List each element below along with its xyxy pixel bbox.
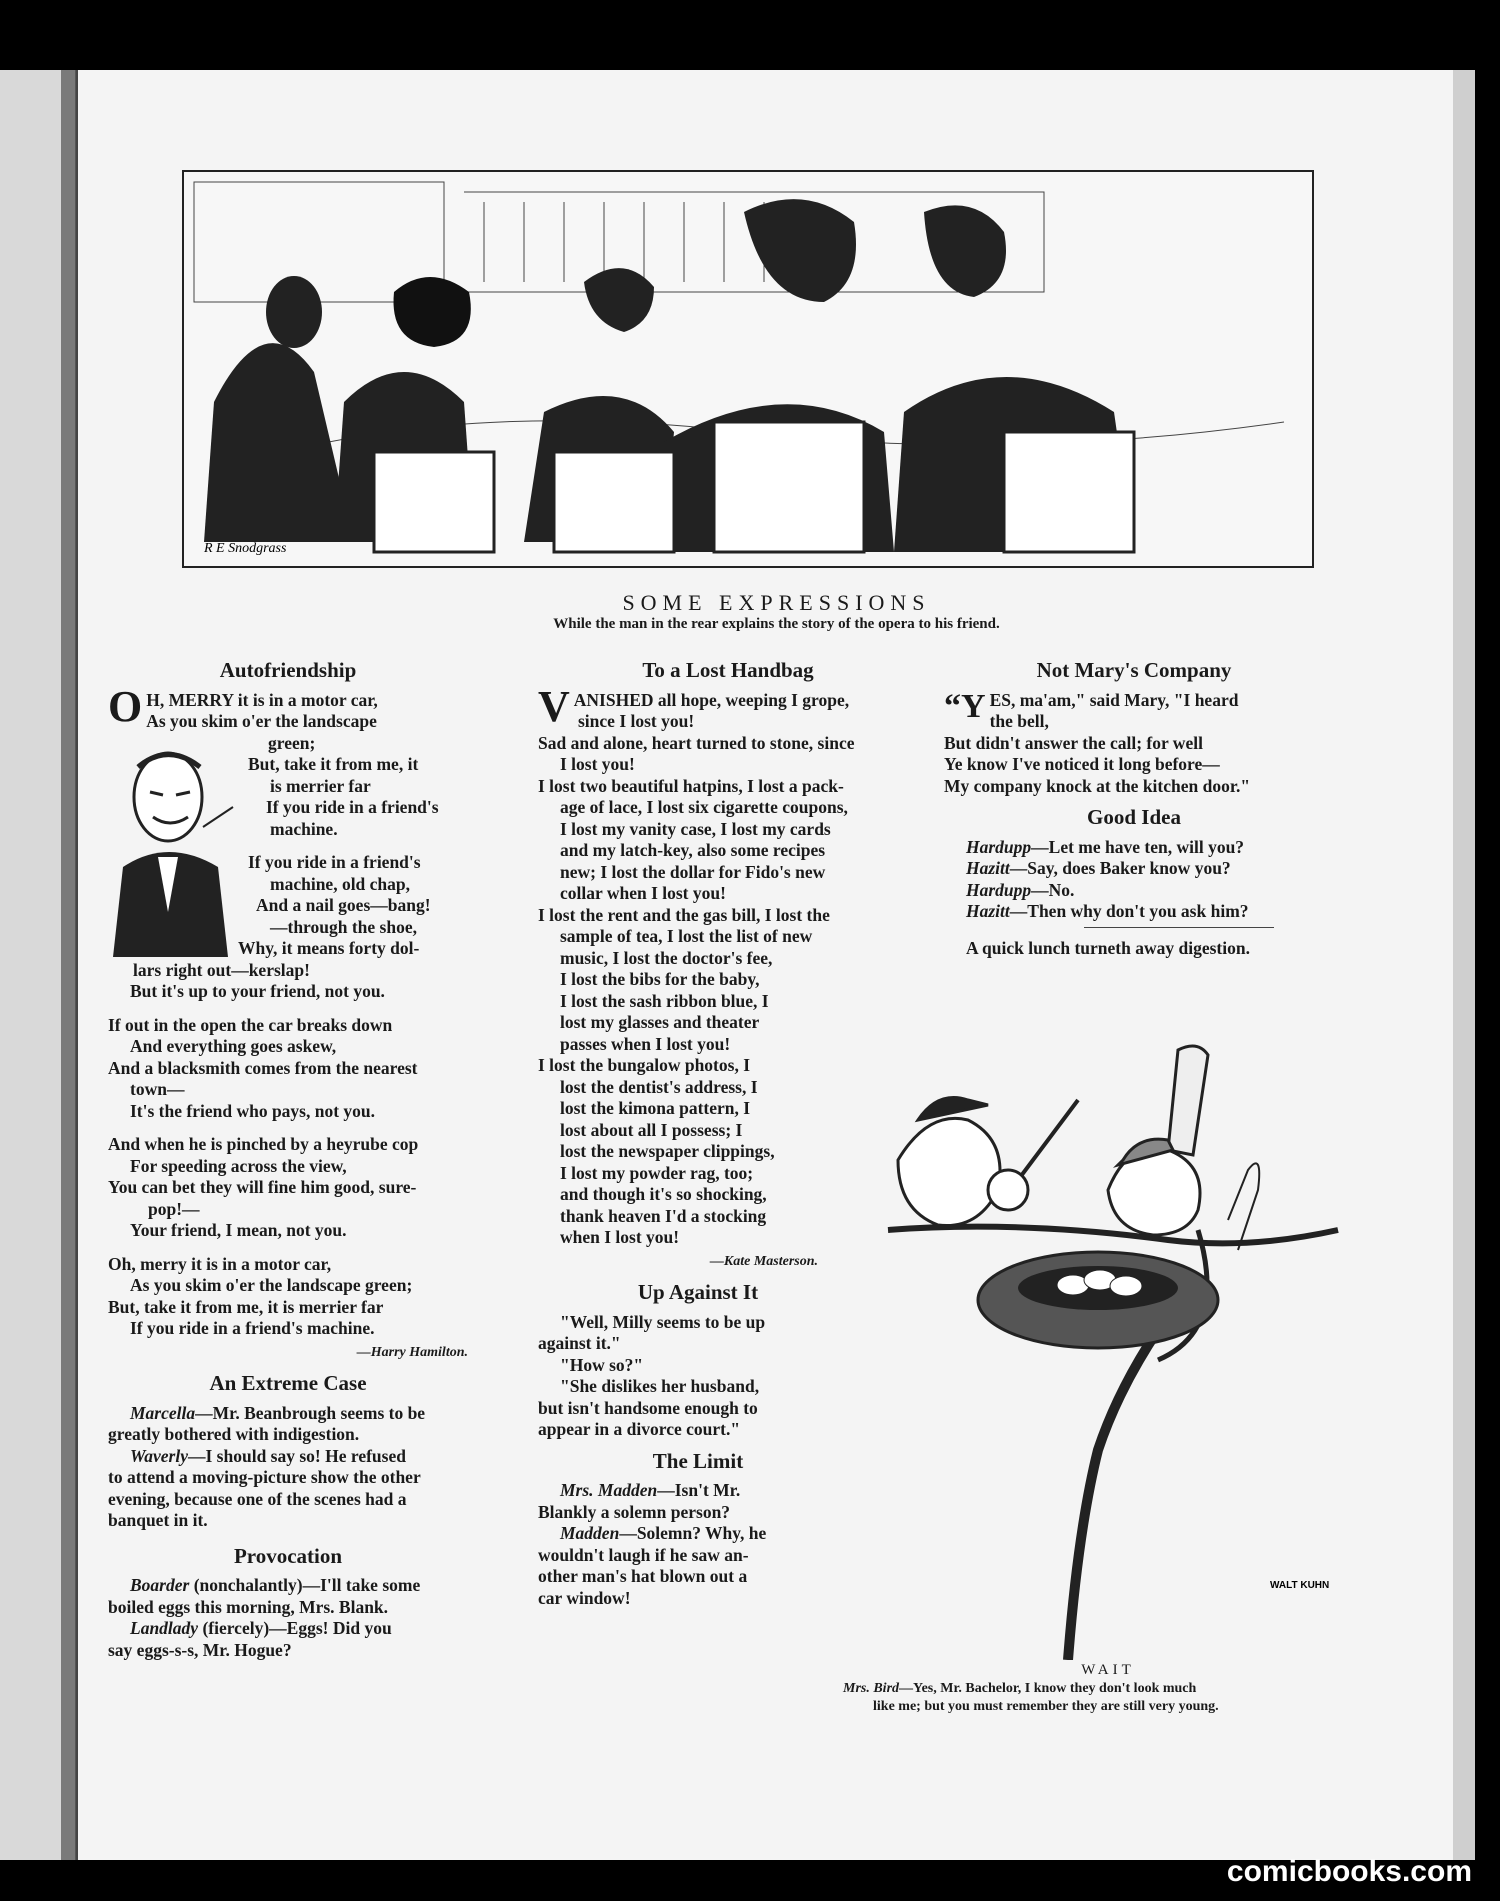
dialog-line: (nonchalantly)—I'll take some — [189, 1575, 421, 1595]
poem-line: lost about all I possess; I — [560, 1119, 743, 1140]
dialog-line: greatly bothered with indigestion. — [108, 1424, 360, 1444]
poem-line: lost the kimona pattern, I — [560, 1098, 751, 1118]
not-marys-company-poem — [944, 687, 1324, 798]
illustration-caption: While the man in the rear explains the story of the opera to his friend. — [553, 616, 1000, 632]
poem-line: is merrier far — [270, 775, 371, 796]
poem-line: If you ride in a friend's machine. — [130, 1318, 375, 1338]
poem-line: since I lost you! — [578, 711, 695, 731]
poem-line: But didn't answer the call; for well — [944, 732, 1203, 753]
poem-line: lost my glasses and theater — [560, 1012, 760, 1032]
speaker-name: Mrs. Bird — [843, 1681, 900, 1696]
poem-line: I lost the bibs for the baby, — [560, 969, 760, 989]
autofriendship-poem — [108, 681, 468, 1340]
poem-line: Your friend, I mean, not you. — [130, 1220, 347, 1240]
speaker-name: Landlady — [130, 1618, 199, 1638]
poem-line: But, take it from me, it — [248, 754, 419, 774]
lost-handbag-title: To a Lost Handbag — [642, 658, 814, 682]
poem-line: Oh, merry it is in a motor car, — [108, 1253, 332, 1274]
poem-line: If you ride in a friend's — [248, 852, 421, 872]
poem-line: I lost the sash ribbon blue, I — [560, 990, 769, 1011]
good-idea-text — [944, 837, 1324, 923]
dialog-line: —Solemn? Why, he — [619, 1523, 767, 1543]
mary-dropcap: “Y — [944, 687, 986, 725]
writer-caricature-drawing — [108, 737, 238, 967]
speaker-name: Boarder — [130, 1575, 190, 1595]
dialog-line: to attend a moving-picture show the other — [108, 1467, 421, 1487]
dialog-line: —Then why don't you ask him? — [1009, 901, 1249, 921]
lost-handbag-poem — [538, 681, 918, 1249]
dialog-line: "Well, Milly seems to be up — [560, 1311, 766, 1332]
dialog-line: evening, because one of the scenes had a — [108, 1488, 407, 1509]
poem-line: And everything goes askew, — [130, 1036, 337, 1056]
dialog-line: (fiercely)—Eggs! Did you — [198, 1618, 392, 1638]
autofriendship-title: Autofriendship — [219, 658, 357, 682]
dialog-line: "How so?" — [560, 1354, 644, 1375]
poem-line: machine, old chap, — [270, 873, 411, 894]
poem-line: I lost two beautiful hatpins, I lost a pack- — [538, 775, 844, 796]
poem-line: My company knock at the kitchen door." — [944, 775, 1251, 796]
dialog-line: —No. — [1031, 879, 1075, 900]
poem-line: ANISHED all hope, weeping I grope, — [573, 689, 850, 710]
column-3 — [944, 660, 1324, 959]
speaker-name: Hardupp — [966, 879, 1032, 900]
caption-line: —Yes, Mr. Bachelor, I know they don't look much — [899, 1681, 1197, 1696]
caption-line: like me; but you must remember they are still very young. — [873, 1699, 1219, 1714]
bird-title: WAIT — [1081, 1662, 1135, 1678]
the-limit-title: The Limit — [652, 1448, 744, 1473]
dialog-line: —I should say so! He refused — [188, 1445, 406, 1466]
poem-line: sample of tea, I lost the list of new — [560, 926, 813, 946]
dialog-line: banquet in it. — [108, 1510, 208, 1530]
illustration-signature: R E Snodgrass — [204, 541, 287, 556]
bird-signature: WALT KUHN — [1270, 1580, 1330, 1591]
autofriendship-dropcap: O — [108, 681, 143, 731]
poem-line: new; I lost the dollar for Fido's new — [560, 861, 826, 882]
poem-line: Why, it means forty dol- — [238, 938, 420, 958]
poem-line: As you skim o'er the landscape — [146, 711, 377, 731]
not-marys-company-title: Not Mary's Company — [1036, 658, 1232, 682]
dialog-line: wouldn't laugh if he saw an- — [538, 1544, 749, 1565]
dialog-line: car window! — [538, 1587, 631, 1608]
magazine-page — [76, 70, 1475, 1860]
opera-illustration — [182, 170, 1314, 568]
speaker-name: Hazitt — [966, 901, 1010, 921]
lost-handbag-byline: —Kate Masterson. — [709, 1253, 818, 1269]
poem-line: I lost you! — [560, 754, 635, 774]
dialog-line: —Say, does Baker know you? — [1009, 858, 1231, 878]
poem-line: I lost the rent and the gas bill, I lost the — [538, 904, 830, 925]
poem-line: I lost the bungalow photos, I — [538, 1055, 750, 1075]
poem-line: If you ride in a friend's — [266, 797, 439, 817]
divider-rule — [1084, 927, 1274, 928]
poem-line: pop!— — [148, 1198, 200, 1219]
dialog-line: against it." — [538, 1333, 621, 1353]
poem-line: You can bet they will fine him good, sure- — [108, 1177, 417, 1197]
poem-line: collar when I lost you! — [560, 883, 726, 903]
poem-line: If out in the open the car breaks down — [108, 1014, 393, 1035]
bird-nest-drawing — [868, 1030, 1348, 1660]
speaker-name: Mrs. Madden — [560, 1480, 658, 1500]
poem-line: music, I lost the doctor's fee, — [560, 947, 773, 968]
poem-line: ES, ma'am," said Mary, "I heard — [989, 689, 1239, 710]
illustration-title: SOME EXPRESSIONS — [622, 590, 931, 615]
poem-line: passes when I lost you! — [560, 1033, 731, 1054]
left-page-edge — [0, 70, 78, 1860]
poem-line: I lost my vanity case, I lost my cards — [560, 818, 831, 839]
dialog-line: —Isn't Mr. — [657, 1480, 741, 1500]
dialog-line: "She dislikes her husband, — [560, 1376, 760, 1396]
poem-line: town— — [130, 1079, 185, 1099]
poem-line: H, MERRY it is in a motor car, — [146, 689, 378, 710]
bird-caption — [843, 1680, 1383, 1716]
speaker-name: Madden — [560, 1523, 620, 1543]
poem-line: machine. — [270, 818, 338, 839]
extreme-case-text — [108, 1403, 468, 1532]
speaker-name: Hardupp — [966, 836, 1032, 857]
poem-line: lars right out—kerslap! — [133, 959, 310, 980]
dialog-line: but isn't handsome enough to — [538, 1397, 758, 1418]
poem-line: when I lost you! — [560, 1227, 680, 1247]
speaker-name: Waverly — [130, 1445, 188, 1466]
dialog-line: boiled eggs this morning, Mrs. Blank. — [108, 1596, 389, 1617]
poem-line: But it's up to your friend, not you. — [130, 981, 385, 1001]
the-limit-text — [538, 1480, 918, 1609]
handbag-dropcap: V — [538, 681, 570, 731]
site-watermark: comicbooks.com — [1226, 1855, 1472, 1888]
poem-line: It's the friend who pays, not you. — [130, 1100, 376, 1121]
provocation-title: Provocation — [233, 1543, 343, 1568]
poem-line: I lost my powder rag, too; — [560, 1162, 754, 1183]
dialog-line: —Mr. Beanbrough seems to be — [195, 1402, 426, 1423]
poem-line: But, take it from me, it is merrier far — [108, 1296, 384, 1317]
poem-line: —through the shoe, — [270, 916, 417, 937]
poem-line: lost the newspaper clippings, — [560, 1141, 775, 1161]
poem-line: For speeding across the view, — [130, 1155, 347, 1176]
autofriendship-byline: —Harry Hamilton. — [356, 1344, 468, 1360]
poem-line: And a nail goes—bang! — [256, 895, 431, 915]
column-2 — [538, 660, 918, 1609]
poem-line: As you skim o'er the landscape green; — [130, 1275, 413, 1295]
speaker-name: Marcella — [130, 1402, 196, 1423]
column-1 — [108, 660, 468, 1661]
poem-line: And when he is pinched by a heyrube cop — [108, 1134, 419, 1154]
opera-audience-drawing — [184, 172, 1312, 566]
dialog-line: other man's hat blown out a — [538, 1566, 748, 1586]
poem-line: green; — [268, 732, 316, 753]
poem-line: And a blacksmith comes from the nearest — [108, 1057, 418, 1078]
bird-illustration — [868, 1030, 1348, 1660]
good-idea-title: Good Idea — [1087, 805, 1181, 829]
poem-line: Sad and alone, heart turned to stone, since — [538, 732, 855, 753]
poem-line: thank heaven I'd a stocking — [560, 1205, 767, 1226]
dialog-line: appear in a divorce court." — [538, 1419, 741, 1439]
poem-line: Ye know I've noticed it long before— — [944, 754, 1220, 774]
quick-lunch-quip: A quick lunch turneth away digestion. — [966, 937, 1250, 958]
provocation-text — [108, 1575, 468, 1661]
up-against-it-title: Up Against It — [637, 1280, 759, 1304]
poem-line: and though it's so shocking, — [560, 1184, 767, 1204]
poem-line: age of lace, I lost six cigarette coupons, — [560, 797, 848, 817]
speaker-name: Hazitt — [966, 858, 1010, 878]
dialog-line: Blankly a solemn person? — [538, 1501, 731, 1522]
dialog-line: say eggs-s-s, Mr. Hogue? — [108, 1639, 292, 1660]
poem-line: the bell, — [989, 711, 1049, 731]
poem-line: and my latch-key, also some recipes — [560, 840, 826, 860]
page-shadow — [1453, 70, 1475, 1860]
up-against-it-text — [538, 1312, 918, 1441]
poem-line: lost the dentist's address, I — [560, 1076, 758, 1097]
dialog-line: —Let me have ten, will you? — [1031, 836, 1245, 857]
extreme-case-title: An Extreme Case — [209, 1371, 367, 1395]
